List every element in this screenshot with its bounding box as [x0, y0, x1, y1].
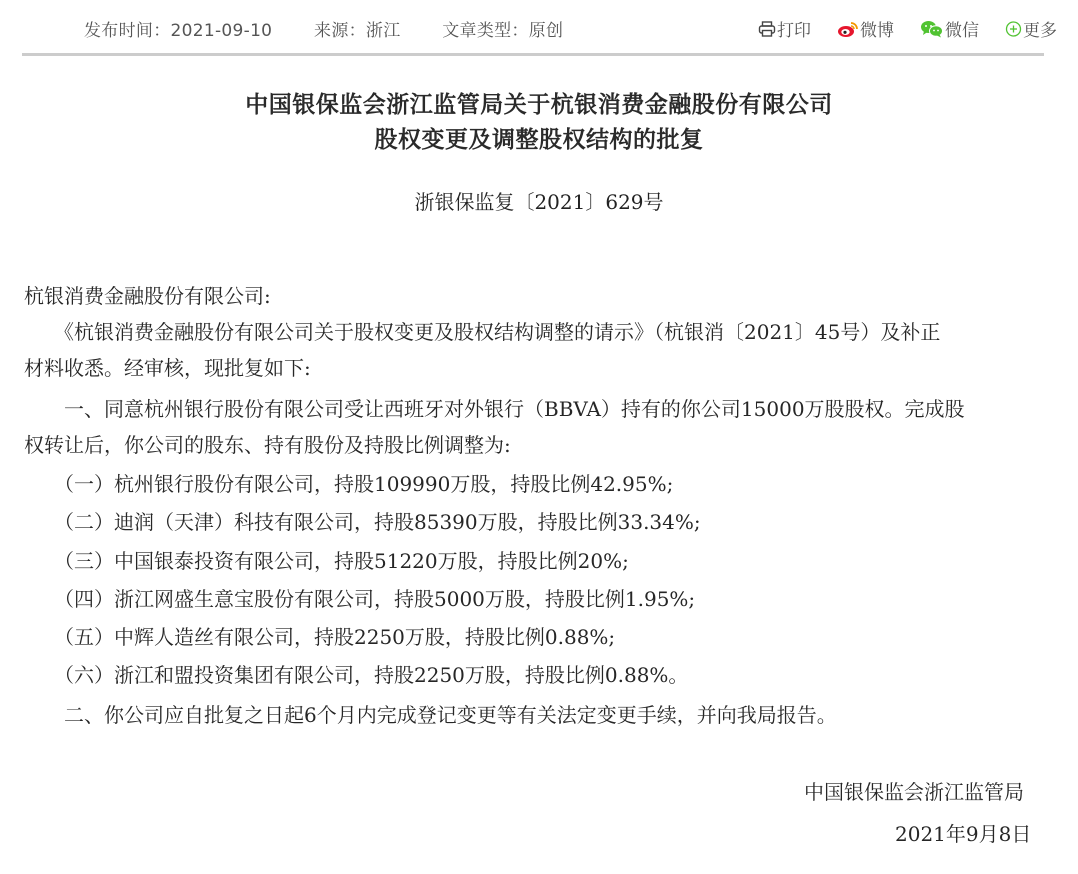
- wechat-icon: [920, 20, 945, 38]
- shareholder-item: （二）迪润（天津）科技有限公司，持股85390万股，持股比例33.34%;: [24, 510, 701, 534]
- shareholder-item: （六）浙江和盟投资集团有限公司，持股2250万股，持股比例0.88%。: [24, 663, 689, 687]
- wechat-share-button[interactable]: [920, 16, 979, 41]
- printer-icon: [758, 20, 777, 38]
- source: 来源：浙江: [314, 21, 401, 41]
- paragraph-approval-line1: 一、同意杭州银行股份有限公司受让西班牙对外银行（BBVA）持有的你公司15000万股股权。完成股: [24, 397, 965, 421]
- shareholder-item: （一）杭州银行股份有限公司，持股109990万股，持股比例42.95%;: [24, 472, 674, 496]
- paragraph-registration: 二、你公司应自批复之日起6个月内完成登记变更等有关法定变更手续，并向我局报告。: [24, 703, 837, 727]
- article-meta-bar: [0, 0, 1078, 54]
- header-divider: [22, 53, 1044, 56]
- more-share-button[interactable]: [1005, 16, 1057, 41]
- weibo-icon: [837, 20, 860, 38]
- signature-organization: 中国银保监会浙江监管局: [804, 780, 1024, 804]
- document-title-line1: 中国银保监会浙江监管局关于杭银消费金融股份有限公司: [245, 92, 833, 118]
- shareholder-item: （五）中辉人造丝有限公司，持股2250万股，持股比例0.88%;: [24, 625, 616, 649]
- plus-circle-icon: [1005, 20, 1023, 37]
- signature-date: 2021年9月8日: [895, 822, 1032, 846]
- share-toolbar: [758, 16, 1057, 41]
- wechat-label: 微信: [945, 21, 979, 41]
- document-number: 浙银保监复〔2021〕629号: [414, 190, 664, 214]
- print-label: 打印: [777, 21, 811, 41]
- shareholder-item: （三）中国银泰投资有限公司，持股51220万股，持股比例20%;: [24, 549, 629, 573]
- paragraph-request-line2: 材料收悉。经审核，现批复如下:: [24, 356, 311, 380]
- weibo-share-button[interactable]: [837, 16, 894, 41]
- document-title-line2: 股权变更及调整股权结构的批复: [374, 127, 704, 153]
- paragraph-approval-line2: 权转让后，你公司的股东、持有股份及持股比例调整为:: [24, 433, 511, 457]
- article-meta-info: [84, 16, 599, 41]
- salutation: 杭银消费金融股份有限公司:: [24, 284, 271, 308]
- article-type: 文章类型：原创: [442, 21, 564, 41]
- paragraph-request-line1: 《杭银消费金融股份有限公司关于股权变更及股权结构调整的请示》（杭银消〔2021〕45号）及补正: [24, 320, 941, 344]
- print-button[interactable]: [758, 16, 811, 41]
- shareholder-item: （四）浙江网盛生意宝股份有限公司，持股5000万股，持股比例1.95%;: [24, 587, 696, 611]
- weibo-label: 微博: [860, 21, 894, 41]
- publish-time: 发布时间：2021-09-10: [84, 21, 273, 41]
- more-label: 更多: [1023, 21, 1057, 41]
